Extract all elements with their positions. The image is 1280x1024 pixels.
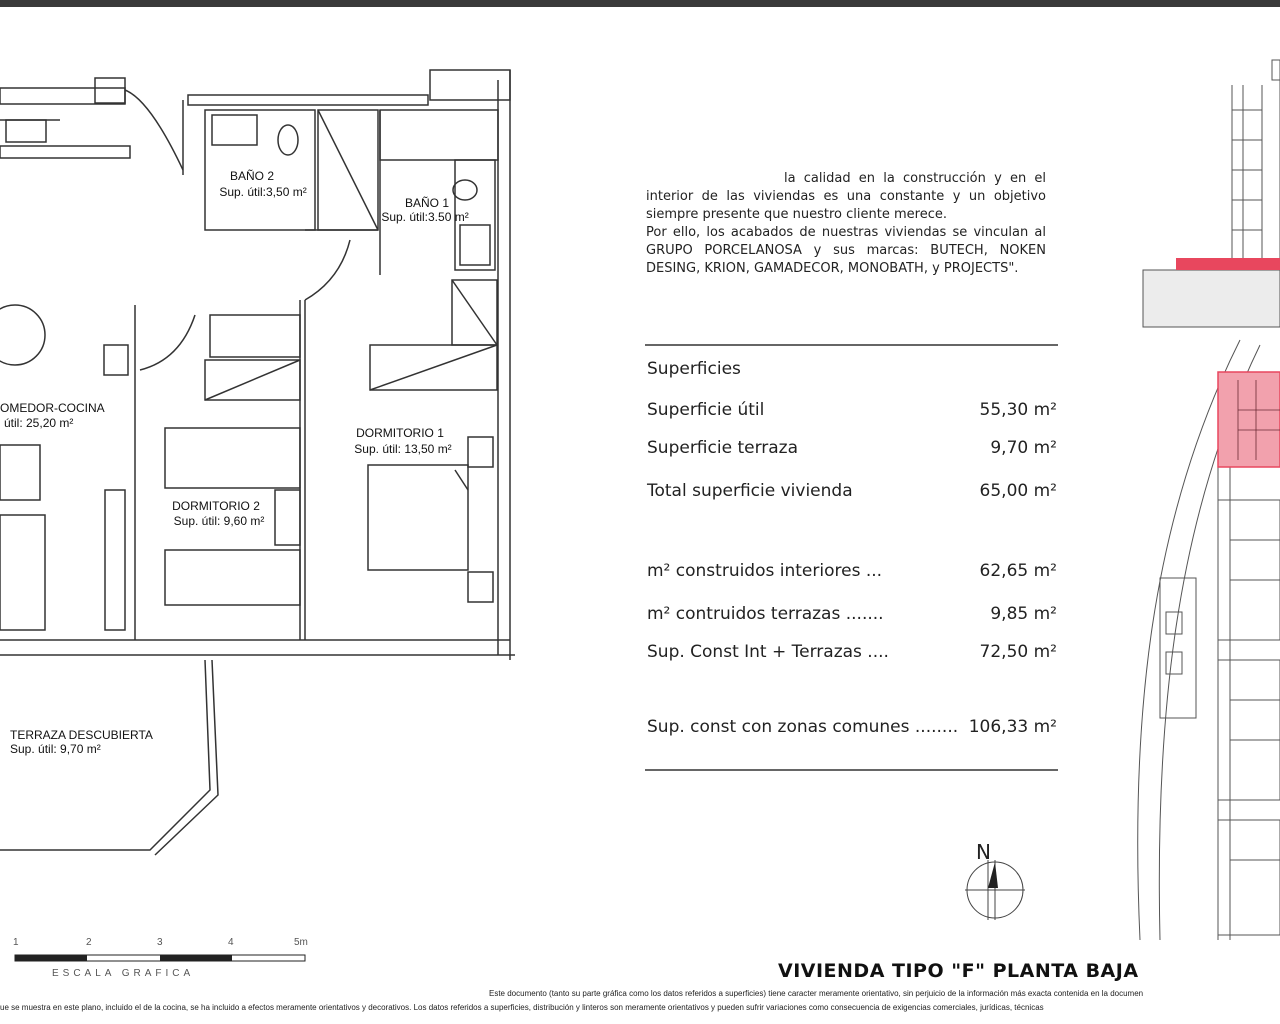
surface-label: Total superficie vivienda [647,481,853,501]
scale-tick: 4 [228,937,234,948]
surface-label: m² construidos interiores ... [647,561,883,581]
graphic-scale [15,955,305,961]
surfaces-title: Superficies [647,359,741,379]
room-name: DORMITORIO 2 [172,499,260,513]
intro-paragraph: Por ello, los acabados de nuestras viviendas se vinculan al GRUPO PORCELANOSA y sus marcas: BUTECH, NOKEN DESING, KRION, GAMADECOR, MONOBATH, y PROJECTS". [646,225,1046,276]
hall-unit [210,315,300,357]
closet-line1 [452,280,497,345]
surface-label: Superficie útil [647,400,765,420]
room-area: útil: 25,20 m² [4,416,74,430]
nightstand-dorm1-b [468,572,493,602]
bed-dorm1 [368,465,468,570]
disclaimer-line: Este documento (tanto su parte gráfica como los datos referidos a superficies) tiene caracter meramente orientativo, sin perjuicio de la información más exacta contenida en la documen [489,989,1144,998]
compass [965,860,1025,920]
scale-tick: 1 [13,937,19,948]
room-area: Sup. útil:3,50 m² [219,185,307,199]
sofa [0,445,40,500]
divider-bottom [645,769,1058,771]
building-elevation [1143,60,1280,327]
closet-line3 [205,360,300,400]
room-area: Sup. útil:3.50 m² [381,210,469,224]
room-name: OMEDOR-COCINA [0,401,105,415]
room-name: BAÑO 1 [404,196,450,210]
kitchen-counter [0,146,130,158]
bath1-toilet [453,180,477,200]
room-area: Sup. útil: 9,70 m² [10,742,101,756]
compass-north-label: N [976,840,991,864]
scale-tick: 2 [86,937,92,948]
sideboard [0,515,45,630]
kitchen-sink [6,120,46,142]
surface-label: Sup. const con zonas comunes ........ [647,717,959,737]
bath2-sink [212,115,257,145]
bed-dorm1-fold [455,470,468,490]
scale-title: ESCALA GRAFICA [52,968,195,979]
intro-paragraph: la calidad en la construcción y en el interior de las viviendas es una constante y un objetivo siempre presente que nuestro cliente merece. [646,171,1046,222]
scale-tick: 3 [157,937,163,948]
bed-dorm2-a [165,428,300,488]
bed-dorm2-b [165,550,300,605]
page-title: VIVIENDA TIPO "F" PLANTA BAJA [778,960,1139,982]
surface-label: m² contruidos terrazas ....... [647,604,884,624]
surface-value: 106,33 m² [968,717,1057,737]
scale-tick: 5m [294,937,308,948]
window-left [105,490,125,630]
bath1-sink [460,225,490,265]
room-area: Sup. útil: 13,50 m² [354,442,452,456]
room-name: TERRAZA DESCUBIERTA [10,728,153,742]
ground-floor-highlight [1176,258,1280,270]
surface-value: 65,00 m² [979,481,1057,501]
surface-value: 9,70 m² [990,438,1057,458]
door-swing-kitchen [125,90,183,170]
wall-top-bath [188,95,428,105]
room-name: DORMITORIO 1 [356,426,444,440]
room-name: BAÑO 2 [229,169,275,183]
surface-value: 9,85 m² [990,604,1057,624]
shower-line [318,110,378,230]
dining-table [0,305,45,365]
surface-value: 55,30 m² [979,400,1057,420]
surface-label: Sup. Const Int + Terrazas .... [647,642,889,662]
closet-line2 [370,345,497,390]
surface-value: 72,50 m² [979,642,1057,662]
divider-top [645,344,1058,346]
bath2-toilet [278,125,298,155]
door-swing-bath1 [305,240,350,300]
kitchen-appliance [95,78,125,103]
unit-highlight [1218,372,1280,467]
bath1-shower [380,110,498,160]
surface-value: 62,65 m² [979,561,1057,581]
surface-label: Superficie terraza [647,438,799,458]
column-left [104,345,128,375]
door-swing-dorm2 [140,315,195,370]
disclaimer-line: ue se muestra en este plano, incluido el de la cocina, se ha incluido a efectos meramente orientativos y decorativos. Los datos referidos a superficies, distribución y linteros son meramente orientativos y pueden sufrir variaciones como consecuencia de exigencias comerciales, jurídicas, técnicas [0,1003,1044,1012]
nightstand-dorm1-a [468,437,493,467]
wall-top-left [0,88,125,104]
nightstand-dorm2 [275,490,300,545]
room-area: Sup. útil: 9,60 m² [173,514,265,528]
intro-text [646,170,1046,278]
